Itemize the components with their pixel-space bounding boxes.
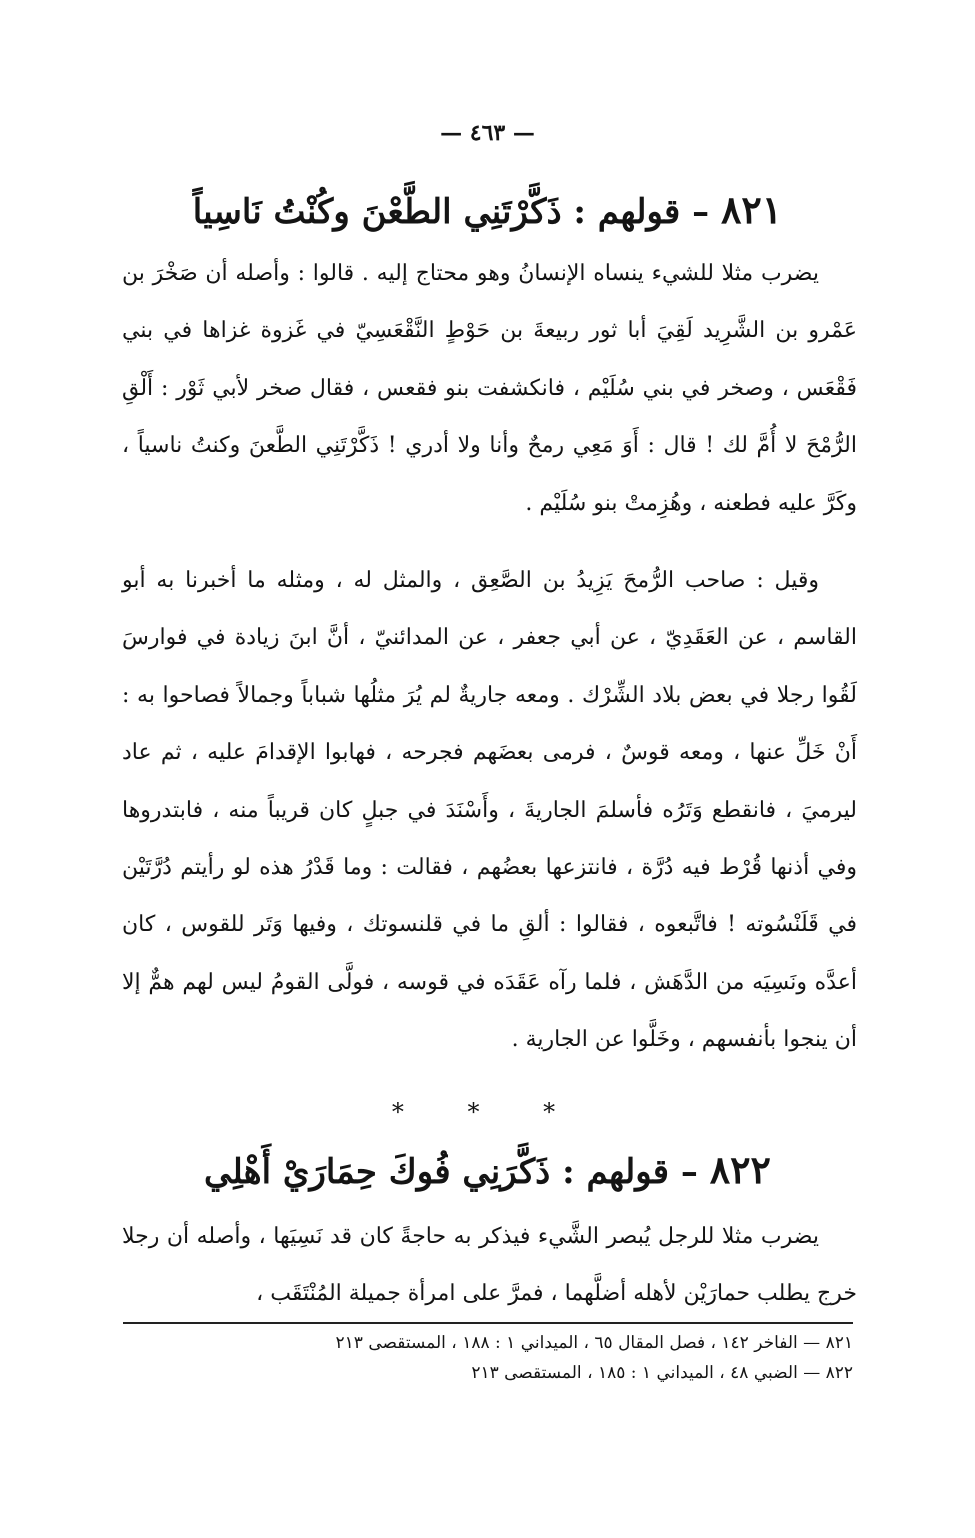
heading-dash: – [680, 192, 710, 232]
entry-title: قولهم : ذَكَّرَنِي فُوكَ حِمَارَيْ أَهْلِي [204, 1152, 670, 1192]
entry-821-paragraph-1: يضرب مثلا للشيء ينساه الإنسانُ وهو محتاج إليه . قالوا : وأصله أن صَخْرَ بن عَمْرو بن الشَّرِيد لَقِيَ أبا ثور ربيعةَ بن حَوْطٍ النَّقْعَسِيّ في غَزوة غزاها في بني فَقْعَس ، وصخر في بني سُلَيْم ، فانكشفت بنو فقعس ، فقال صخر لأبي ثَوْر : أَلْقِ الرُّمْحَ لا أُمَّ لك ! قال : أَوَ مَعِي رمحٌ وأنا ولا أدري ! ذَكَّرْتَنِي الطَّعنَ وكنتُ ناسياً ، وكَرَّ عليه فطعنه ، وهُزِمتْ بنو سُلَيْم . [122, 261, 857, 516]
section-separator: * * * [391, 1098, 584, 1126]
entry-heading-821 [125, 180, 850, 242]
footnote-822: ٨٢٢ — الضبي ٤٨ ، الميداني ١ : ١٨٥ ، المستقصى ٢١٣ [471, 1363, 853, 1383]
footnote-divider [123, 1322, 853, 1324]
entry-number: ٨٢٢ [709, 1147, 771, 1192]
footnotes [123, 1328, 853, 1388]
entry-number: ٨٢١ [720, 187, 783, 232]
entry-title: قولهم : ذَكَّرْتَنِي الطَّعْنَ وكُنْتُ نَاسِياً [192, 192, 681, 232]
entry-822-paragraph-1: يضرب مثلا للرجل يُبصر الشَّيء فيذكر به حاجةً كان قد نَسِيَها ، وأصله أن رجلا خرج يطلب حمارَيْن لأهله أضلَّهما ، فمرَّ على امرأة جميلة المُنْتَقَب ، [122, 1224, 857, 1307]
page-number: — ٤٦٣ — [440, 120, 535, 146]
heading-dash: – [669, 1152, 698, 1192]
footnote-821: ٨٢١ — الفاخر ١٤٢ ، فصل المقال ٦٥ ، الميداني ١ : ١٨٨ ، المستقصى ٢١٣ [335, 1333, 853, 1353]
entry-821-paragraph-2: وقيل : صاحب الرُّمحَ يَزِيدُ بن الصَّعِق ، والمثل له ، ومثله ما أخبرنا به أبو القاسم ، عن العَقَدِيّ ، عن أبي جعفر ، عن المدائنيّ ، أنَّ ابنَ زيادة في فوارسَ لَقُوا رجلا في بعض بلاد الشِّرْك . ومعه جاريةٌ لم يُرَ مثلُها شباباً وجمالاً فصاحوا به : أَنْ خَلِّ عنها ، ومعه قوسٌ ، فرمى بعضَهم فجرحه ، فهابوا الإقدامَ عليه ، ثم عاد ليرميَ ، فانقطع وَتَرُه فأسلمَ الجاريةَ ، وأَسْنَدَ في جبلٍ كان قريباً منه ، فابتدروها وفي أذنها قُرْط فيه دُرَّة ، فانتزعها بعضُهم ، فقالت : وما قَدْرُ هذه لو رأيتم دُرَّتَيْن في قَلَنْسُوته ! فاتَّبعوه ، فقالوا : ألقِ ما في قلنسوتك ، وفيها وَتَر للقوس ، كان أعدَّه ونَسِيَه من الدَّهَش ، فلما رآه عَقَدَه في قوسه ، فولَّى القومُ ليس لهم همٌّ إلا أن ينجوا بأنفسهم ، وخَلَّوا عن الجارية . [122, 568, 857, 1053]
entry-heading-822 [125, 1140, 850, 1202]
